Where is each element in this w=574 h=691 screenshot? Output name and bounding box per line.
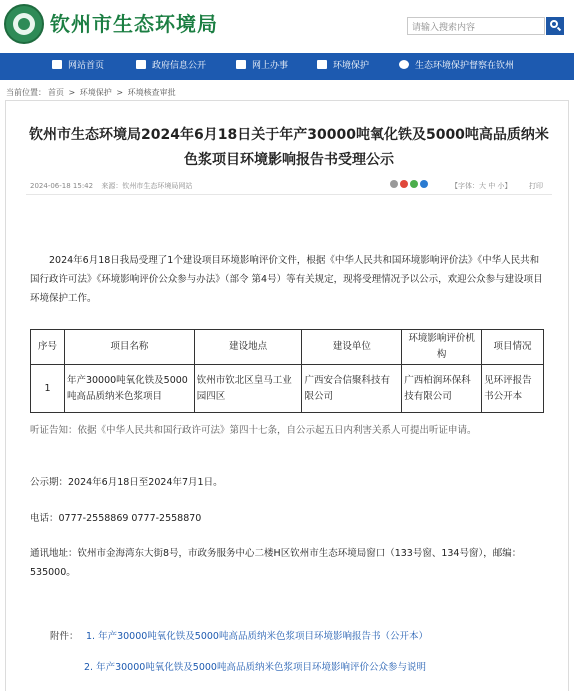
- table-cell: 见环评报告书公开本: [482, 365, 544, 413]
- logo-core: [18, 18, 30, 30]
- col-header: 建设单位: [302, 330, 402, 365]
- contact-phone: 电话：0777-2558869 0777-2558870: [30, 513, 202, 524]
- attachment-link[interactable]: 2. 年产30000吨氧化铁及5000吨高品质纳米色浆项目环境影响评价公众参与说明: [84, 662, 426, 673]
- share-bar: [390, 180, 430, 189]
- col-header: 项目名称: [64, 330, 194, 365]
- project-table: [30, 329, 544, 413]
- search-button[interactable]: [546, 17, 564, 35]
- table-cell: 广西安合信聚科技有限公司: [302, 365, 402, 413]
- nav-item-env-protection[interactable]: 环境保护: [317, 53, 369, 80]
- intro-paragraph: 2024年6月18日我局受理了1个建设项目环境影响评价文件，根据《中华人民共和国环境影响评价法》《中华人民共和国行政许可法》《环境影响评价公众参与办法》（部令 第4号）等有关规定，现将受理情况予以公示，欢迎公众参与建设项目环境保护工作。: [30, 255, 543, 304]
- col-header: 序号: [31, 330, 65, 365]
- table-row: [31, 365, 544, 413]
- gear-icon: [399, 60, 409, 69]
- table-cell: 钦州市钦北区皇马工业园四区: [194, 365, 302, 413]
- share-icon[interactable]: [390, 180, 398, 188]
- nav-item-online-service[interactable]: 网上办事: [236, 53, 288, 80]
- breadcrumb-current[interactable]: 环境核查审批: [127, 88, 176, 97]
- qzone-icon[interactable]: [420, 180, 428, 188]
- weibo-icon[interactable]: [400, 180, 408, 188]
- site-title[interactable]: 钦州市生态环境局: [50, 12, 218, 36]
- article-panel: [5, 100, 569, 691]
- col-header: 建设地点: [194, 330, 302, 365]
- document-icon: [136, 60, 146, 69]
- breadcrumb-home[interactable]: 首页: [48, 88, 64, 97]
- table-cell: 广西柏润环保科技有限公司: [402, 365, 482, 413]
- article-source: 来源：钦州市生态环境局网站: [101, 182, 193, 190]
- attachment-link[interactable]: 1. 年产30000吨氧化铁及5000吨高品质纳米色浆项目环境影响报告书（公开本）: [86, 631, 428, 642]
- nav-item-gov-info[interactable]: 政府信息公开: [136, 53, 206, 80]
- table-cell: 年产30000吨氧化铁及5000吨高品质纳米色浆项目: [64, 365, 194, 413]
- site-logo[interactable]: [4, 4, 44, 44]
- article-date: 2024-06-18 15:42: [30, 182, 94, 190]
- nav-item-home[interactable]: 网站首页: [52, 53, 104, 80]
- publicity-period: 公示期：2024年6月18日至2024年7月1日。: [30, 477, 223, 488]
- main-nav: [0, 53, 574, 80]
- search-input[interactable]: 请输入搜索内容: [407, 17, 545, 35]
- article-title: 钦州市生态环境局2024年6月18日关于年产30000吨氧化铁及5000吨高品质纳米色浆项目环境影响报告书受理公示: [29, 127, 549, 168]
- nav-item-inspection[interactable]: 生态环境保护督察在钦州: [399, 53, 514, 80]
- leaf-icon: [317, 60, 327, 69]
- font-size-control[interactable]: 【字体：大 中 小】: [451, 182, 512, 190]
- wechat-icon[interactable]: [410, 180, 418, 188]
- monitor-icon: [236, 60, 246, 69]
- col-header: 环境影响评价机构: [402, 330, 482, 365]
- divider: [26, 194, 552, 195]
- table-header-row: [31, 330, 544, 365]
- breadcrumb-env[interactable]: 环境保护: [79, 88, 112, 97]
- mailing-address: 通讯地址：钦州市金海湾东大街8号，市政务服务中心二楼H区钦州市生态环境局窗口（133号窗、134号窗），邮编：535000。: [30, 548, 522, 578]
- table-cell: 1: [31, 365, 65, 413]
- breadcrumb: 当前位置： 首页 > 环境保护 > 环境核查审批: [6, 88, 176, 97]
- print-link[interactable]: 打印: [529, 182, 543, 190]
- home-icon: [52, 60, 62, 69]
- article-meta: [30, 181, 198, 191]
- col-header: 项目情况: [482, 330, 544, 365]
- attachments-label: 附件：: [50, 631, 79, 642]
- hearing-notice: 听证告知：依据《中华人民共和国行政许可法》第四十七条，自公示起五日内利害关系人可提出听证申请。: [30, 425, 477, 436]
- site-header: [0, 0, 574, 50]
